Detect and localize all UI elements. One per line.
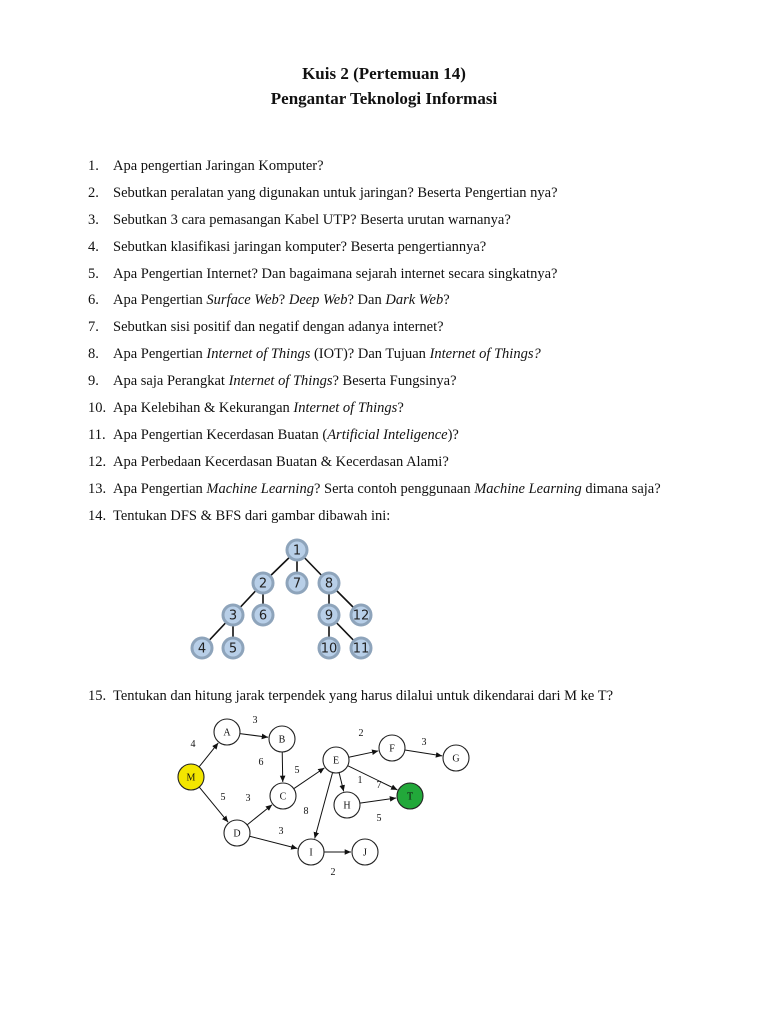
question-term: Internet of Things? [429, 346, 541, 362]
tree-node-1 [287, 540, 307, 560]
question-number: 11. [88, 427, 106, 443]
question-term: Internet of Things [228, 373, 333, 389]
edge-A-B [240, 734, 268, 738]
question-text: Apa Pengertian [113, 481, 207, 497]
graph-node-C [270, 783, 296, 809]
edge-E-F [349, 751, 379, 757]
svg-text:3: 3 [228, 608, 238, 624]
weight-E-H: 1 [357, 775, 363, 786]
graph-node-B [269, 726, 295, 752]
svg-text:D: D [233, 828, 241, 840]
question-number: 3. [88, 212, 99, 228]
svg-text:6: 6 [258, 608, 268, 624]
svg-text:C: C [279, 791, 287, 803]
question-text: ? [278, 292, 289, 308]
question-text: Apa Pengertian Internet? Dan bagaimana sejarah internet secara singkatnya? [113, 266, 558, 282]
tree-node-11 [351, 638, 371, 658]
question-number: 4. [88, 239, 99, 255]
tree-node-4 [192, 638, 212, 658]
svg-text:11: 11 [352, 641, 370, 657]
question-14 [88, 508, 390, 525]
graph-node-D [224, 820, 250, 846]
question-text: Sebutkan sisi positif dan negatif dengan adanya internet? [113, 319, 444, 335]
tree-node-6 [253, 605, 273, 625]
question-13 [88, 481, 661, 498]
question-text: ? Dan [347, 292, 386, 308]
weight-H-T: 5 [376, 813, 382, 824]
svg-text:10: 10 [320, 641, 338, 657]
question-number: 1. [88, 158, 99, 174]
question-term: Internet of Things [206, 346, 311, 362]
question-term: Machine Learning [474, 481, 582, 497]
weight-E-F: 2 [358, 728, 364, 739]
question-text: Sebutkan klasifikasi jaringan komputer? Beserta pengertiannya? [113, 239, 487, 255]
question-text: Tentukan DFS & BFS dari gambar dibawah ini: [113, 508, 391, 524]
question-number: 13. [88, 481, 107, 497]
tree-diagram [180, 530, 390, 665]
question-15 [88, 688, 613, 705]
graph-node-I [298, 839, 324, 865]
question-term: Machine Learning [206, 481, 314, 497]
svg-text:E: E [332, 755, 340, 767]
question-text: Apa Pengertian Kecerdasan Buatan ( [113, 427, 328, 443]
graph-node-F [379, 735, 405, 761]
tree-node-9 [319, 605, 339, 625]
svg-text:G: G [452, 753, 460, 765]
question-text: ? [443, 292, 450, 308]
edge-D-I [250, 836, 298, 848]
edge-E-I [315, 773, 333, 839]
question-number: 6. [88, 292, 99, 308]
edge-M-A [199, 743, 218, 767]
svg-text:M: M [186, 772, 196, 784]
question-text: Tentukan dan hitung jarak terpendek yang harus dilalui untuk dikendarai dari M ke T? [113, 688, 614, 704]
question-6 [88, 292, 450, 309]
question-12 [88, 454, 449, 471]
question-number: 12. [88, 454, 107, 470]
tree-node-12 [351, 605, 371, 625]
question-text: Apa Kelebihan & Kekurangan [113, 400, 294, 416]
weight-E-I: 8 [303, 806, 309, 817]
question-term: Deep Web [288, 292, 348, 308]
weight-M-D: 5 [220, 792, 226, 803]
question-text: ? [397, 400, 404, 416]
question-5 [88, 266, 557, 283]
weight-A-B: 3 [252, 715, 258, 726]
graph-node-M [178, 764, 204, 790]
weight-E-T: 7 [376, 780, 382, 791]
weight-C-E: 5 [294, 765, 300, 776]
svg-text:5: 5 [228, 641, 238, 657]
svg-text:8: 8 [324, 576, 334, 592]
svg-text:A: A [223, 727, 231, 739]
edge-F-G [405, 750, 442, 756]
svg-text:12: 12 [352, 608, 370, 624]
question-term: Internet of Things [293, 400, 398, 416]
question-7 [88, 319, 444, 336]
question-2 [88, 185, 558, 202]
tree-node-7 [287, 573, 307, 593]
weight-D-I: 3 [278, 826, 284, 837]
svg-text:4: 4 [197, 641, 207, 657]
question-number: 5. [88, 266, 99, 282]
graph-node-H [334, 792, 360, 818]
svg-text:9: 9 [324, 608, 334, 624]
tree-node-10 [319, 638, 339, 658]
graph-node-E [323, 747, 349, 773]
question-number: 9. [88, 373, 99, 389]
question-text: )? [447, 427, 459, 443]
question-text: (IOT)? Dan Tujuan [310, 346, 430, 362]
tree-node-2 [253, 573, 273, 593]
weight-D-C: 3 [245, 793, 251, 804]
svg-text:I: I [309, 847, 313, 859]
quiz-title: Kuis 2 (Pertemuan 14) [302, 64, 466, 83]
question-term: Surface Web [206, 292, 279, 308]
question-text: Apa Pengertian [113, 292, 207, 308]
question-text: Sebutkan 3 cara pemasangan Kabel UTP? Beserta urutan warnanya? [113, 212, 511, 228]
svg-text:H: H [343, 800, 351, 812]
tree-node-3 [223, 605, 243, 625]
edge-E-T [348, 766, 398, 790]
edge-H-T [360, 798, 396, 803]
graph-node-J [352, 839, 378, 865]
svg-text:2: 2 [258, 576, 268, 592]
weight-I-J: 2 [330, 867, 336, 878]
question-3 [88, 212, 511, 229]
edge-B-C [282, 752, 283, 782]
svg-text:7: 7 [292, 576, 302, 592]
question-11 [88, 427, 459, 444]
svg-text:J: J [363, 847, 367, 859]
question-number: 2. [88, 185, 99, 201]
question-number: 8. [88, 346, 99, 362]
question-text: Apa Perbedaan Kecerdasan Buatan & Kecerdasan Alami? [113, 454, 449, 470]
weight-F-G: 3 [421, 737, 427, 748]
question-number: 10. [88, 400, 107, 416]
edge-E-H [339, 773, 344, 792]
question-text: Apa saja Perangkat [113, 373, 229, 389]
question-10 [88, 400, 404, 417]
question-9 [88, 373, 457, 390]
question-term: Artificial Inteligence [327, 427, 448, 443]
weight-M-A: 4 [190, 739, 196, 750]
question-term: Dark Web [385, 292, 444, 308]
tree-node-5 [223, 638, 243, 658]
edge-D-C [247, 805, 272, 825]
weighted-graph-diagram [160, 710, 480, 885]
question-text: ? Beserta Fungsinya? [332, 373, 457, 389]
question-number: 14. [88, 508, 107, 524]
question-text: ? Serta contoh penggunaan [313, 481, 475, 497]
question-number: 7. [88, 319, 99, 335]
graph-node-T [397, 783, 423, 809]
question-8 [88, 346, 541, 363]
svg-text:F: F [389, 743, 395, 755]
svg-text:T: T [406, 791, 414, 803]
question-4 [88, 239, 486, 256]
question-text: Apa pengertian Jaringan Komputer? [113, 158, 324, 174]
svg-text:B: B [278, 734, 286, 746]
tree-node-8 [319, 573, 339, 593]
question-1 [88, 158, 324, 175]
course-title: Pengantar Teknologi Informasi [270, 89, 498, 108]
question-text: dimana saja? [581, 481, 661, 497]
question-number: 15. [88, 688, 107, 704]
question-text: Apa Pengertian [113, 346, 207, 362]
question-text: Sebutkan peralatan yang digunakan untuk jaringan? Beserta Pengertian nya? [113, 185, 558, 201]
weight-B-C: 6 [258, 757, 264, 768]
svg-text:1: 1 [292, 543, 302, 559]
graph-node-G [443, 745, 469, 771]
graph-node-A [214, 719, 240, 745]
